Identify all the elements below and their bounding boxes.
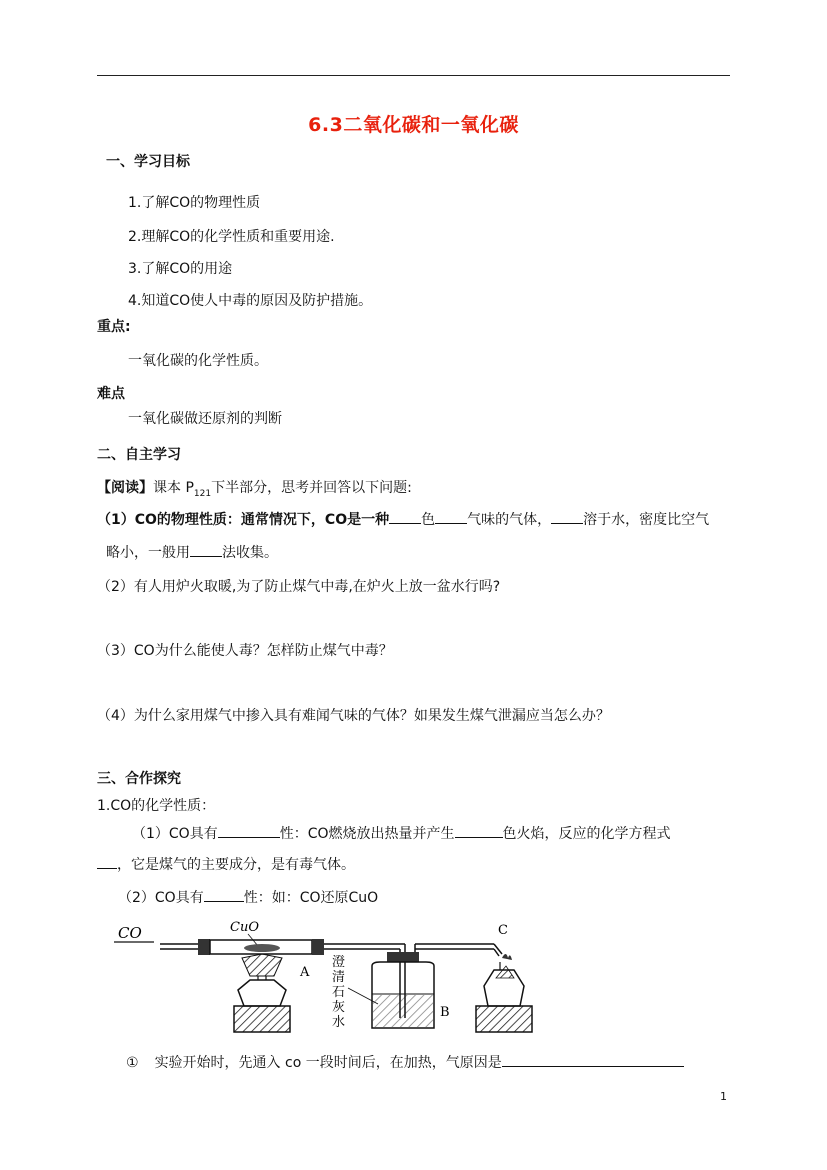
p1-part-a: （1）CO具有	[132, 826, 218, 842]
reading-page: 121	[193, 488, 212, 499]
prop-1-line2	[97, 854, 355, 874]
reading-text-b: 下半部分，思考并回答以下问题:	[211, 480, 412, 496]
prop-2-line	[118, 887, 378, 907]
limewater-char-4: 灰	[332, 1000, 346, 1015]
label-b: B	[440, 1005, 450, 1020]
q1-blank-color[interactable]	[389, 510, 421, 524]
difficulty-label: 难点	[97, 386, 125, 402]
p2-part-a: （2）CO具有	[118, 890, 204, 906]
p2-blank-property[interactable]	[204, 888, 244, 902]
co-reduction-apparatus-diagram	[110, 918, 550, 1040]
label-c: C	[498, 923, 508, 938]
co-inlet-label: CO	[118, 924, 142, 942]
goal-1: 1.了解CO的物理性质	[128, 195, 261, 211]
question-1-line1	[97, 509, 709, 529]
goal-2: 2.理解CO的化学性质和重要用途.	[128, 229, 335, 245]
item-1-number: ①	[126, 1055, 139, 1071]
header-rule	[97, 75, 730, 76]
reading-line	[97, 477, 412, 499]
q1-part-d: 溶于水，密度比空气	[583, 512, 710, 528]
p1-part-b: 性：CO燃烧放出热量并产生	[279, 826, 455, 842]
section2-heading: 二、自主学习	[97, 447, 181, 463]
q1-part-a: （1）CO的物理性质：通常情况下，CO是一种	[97, 512, 390, 528]
q1-blank-collection[interactable]	[190, 543, 222, 557]
item-1-text: 实验开始时，先通入 co 一段时间后，在加热，气原因是	[154, 1055, 502, 1071]
question-1-line2	[106, 542, 278, 562]
section1-heading: 一、学习目标	[106, 154, 190, 170]
q1-part-f: 法收集。	[222, 545, 278, 561]
q1-blank-smell[interactable]	[435, 510, 467, 524]
q1-part-c: 气味的气体，	[467, 512, 552, 528]
goal-4: 4.知道CO使人中毒的原因及防护措施。	[128, 293, 373, 309]
key-point-text: 一氧化碳的化学性质。	[128, 353, 268, 369]
reading-label: 【阅读】	[97, 480, 153, 496]
question-3: （3）CO为什么能使人毒？怎样防止煤气中毒？	[97, 643, 393, 659]
limewater-char-2: 清	[332, 970, 346, 985]
question-4: （4）为什么家用煤气中掺入具有难闻气味的气体？如果发生煤气泄漏应当怎么办？	[97, 708, 610, 724]
prop-1-line1	[132, 823, 671, 843]
chem-props-heading: 1.CO的化学性质：	[97, 798, 216, 814]
page-title: 6.3二氧化碳和一氧化碳	[308, 114, 519, 136]
p1-part-d: ，它是煤气的主要成分，是有毒气体。	[117, 857, 355, 873]
reading-text-a: 课本 P	[153, 480, 194, 496]
p1-blank-flame[interactable]	[455, 824, 503, 838]
page-number: 1	[720, 1090, 727, 1103]
experiment-item-1	[126, 1052, 684, 1072]
q1-blank-solubility[interactable]	[551, 510, 583, 524]
limewater-char-5: 水	[332, 1015, 346, 1030]
item-1-blank-reason[interactable]	[502, 1053, 684, 1067]
section3-heading: 三、合作探究	[97, 771, 181, 787]
p1-part-c: 色火焰，反应的化学方程式	[502, 826, 671, 842]
question-2: （2）有人用炉火取暖,为了防止煤气中毒,在炉火上放一盆水行吗?	[97, 579, 501, 595]
q1-part-b: 色	[421, 512, 436, 528]
difficulty-text: 一氧化碳做还原剂的判断	[128, 411, 282, 427]
limewater-char-3: 石	[332, 985, 346, 1000]
limewater-char-1: 澄	[332, 955, 346, 970]
p2-part-b: 性：如：CO还原CuO	[243, 890, 379, 906]
q1-part-e: 略小，一般用	[106, 545, 190, 561]
p1-blank-property[interactable]	[218, 824, 280, 838]
goal-3: 3.了解CO的用途	[128, 261, 233, 277]
cuo-label: CuO	[230, 920, 259, 935]
p1-blank-equation[interactable]	[97, 855, 117, 869]
key-point-label: 重点:	[97, 319, 131, 335]
label-a: A	[300, 965, 310, 980]
